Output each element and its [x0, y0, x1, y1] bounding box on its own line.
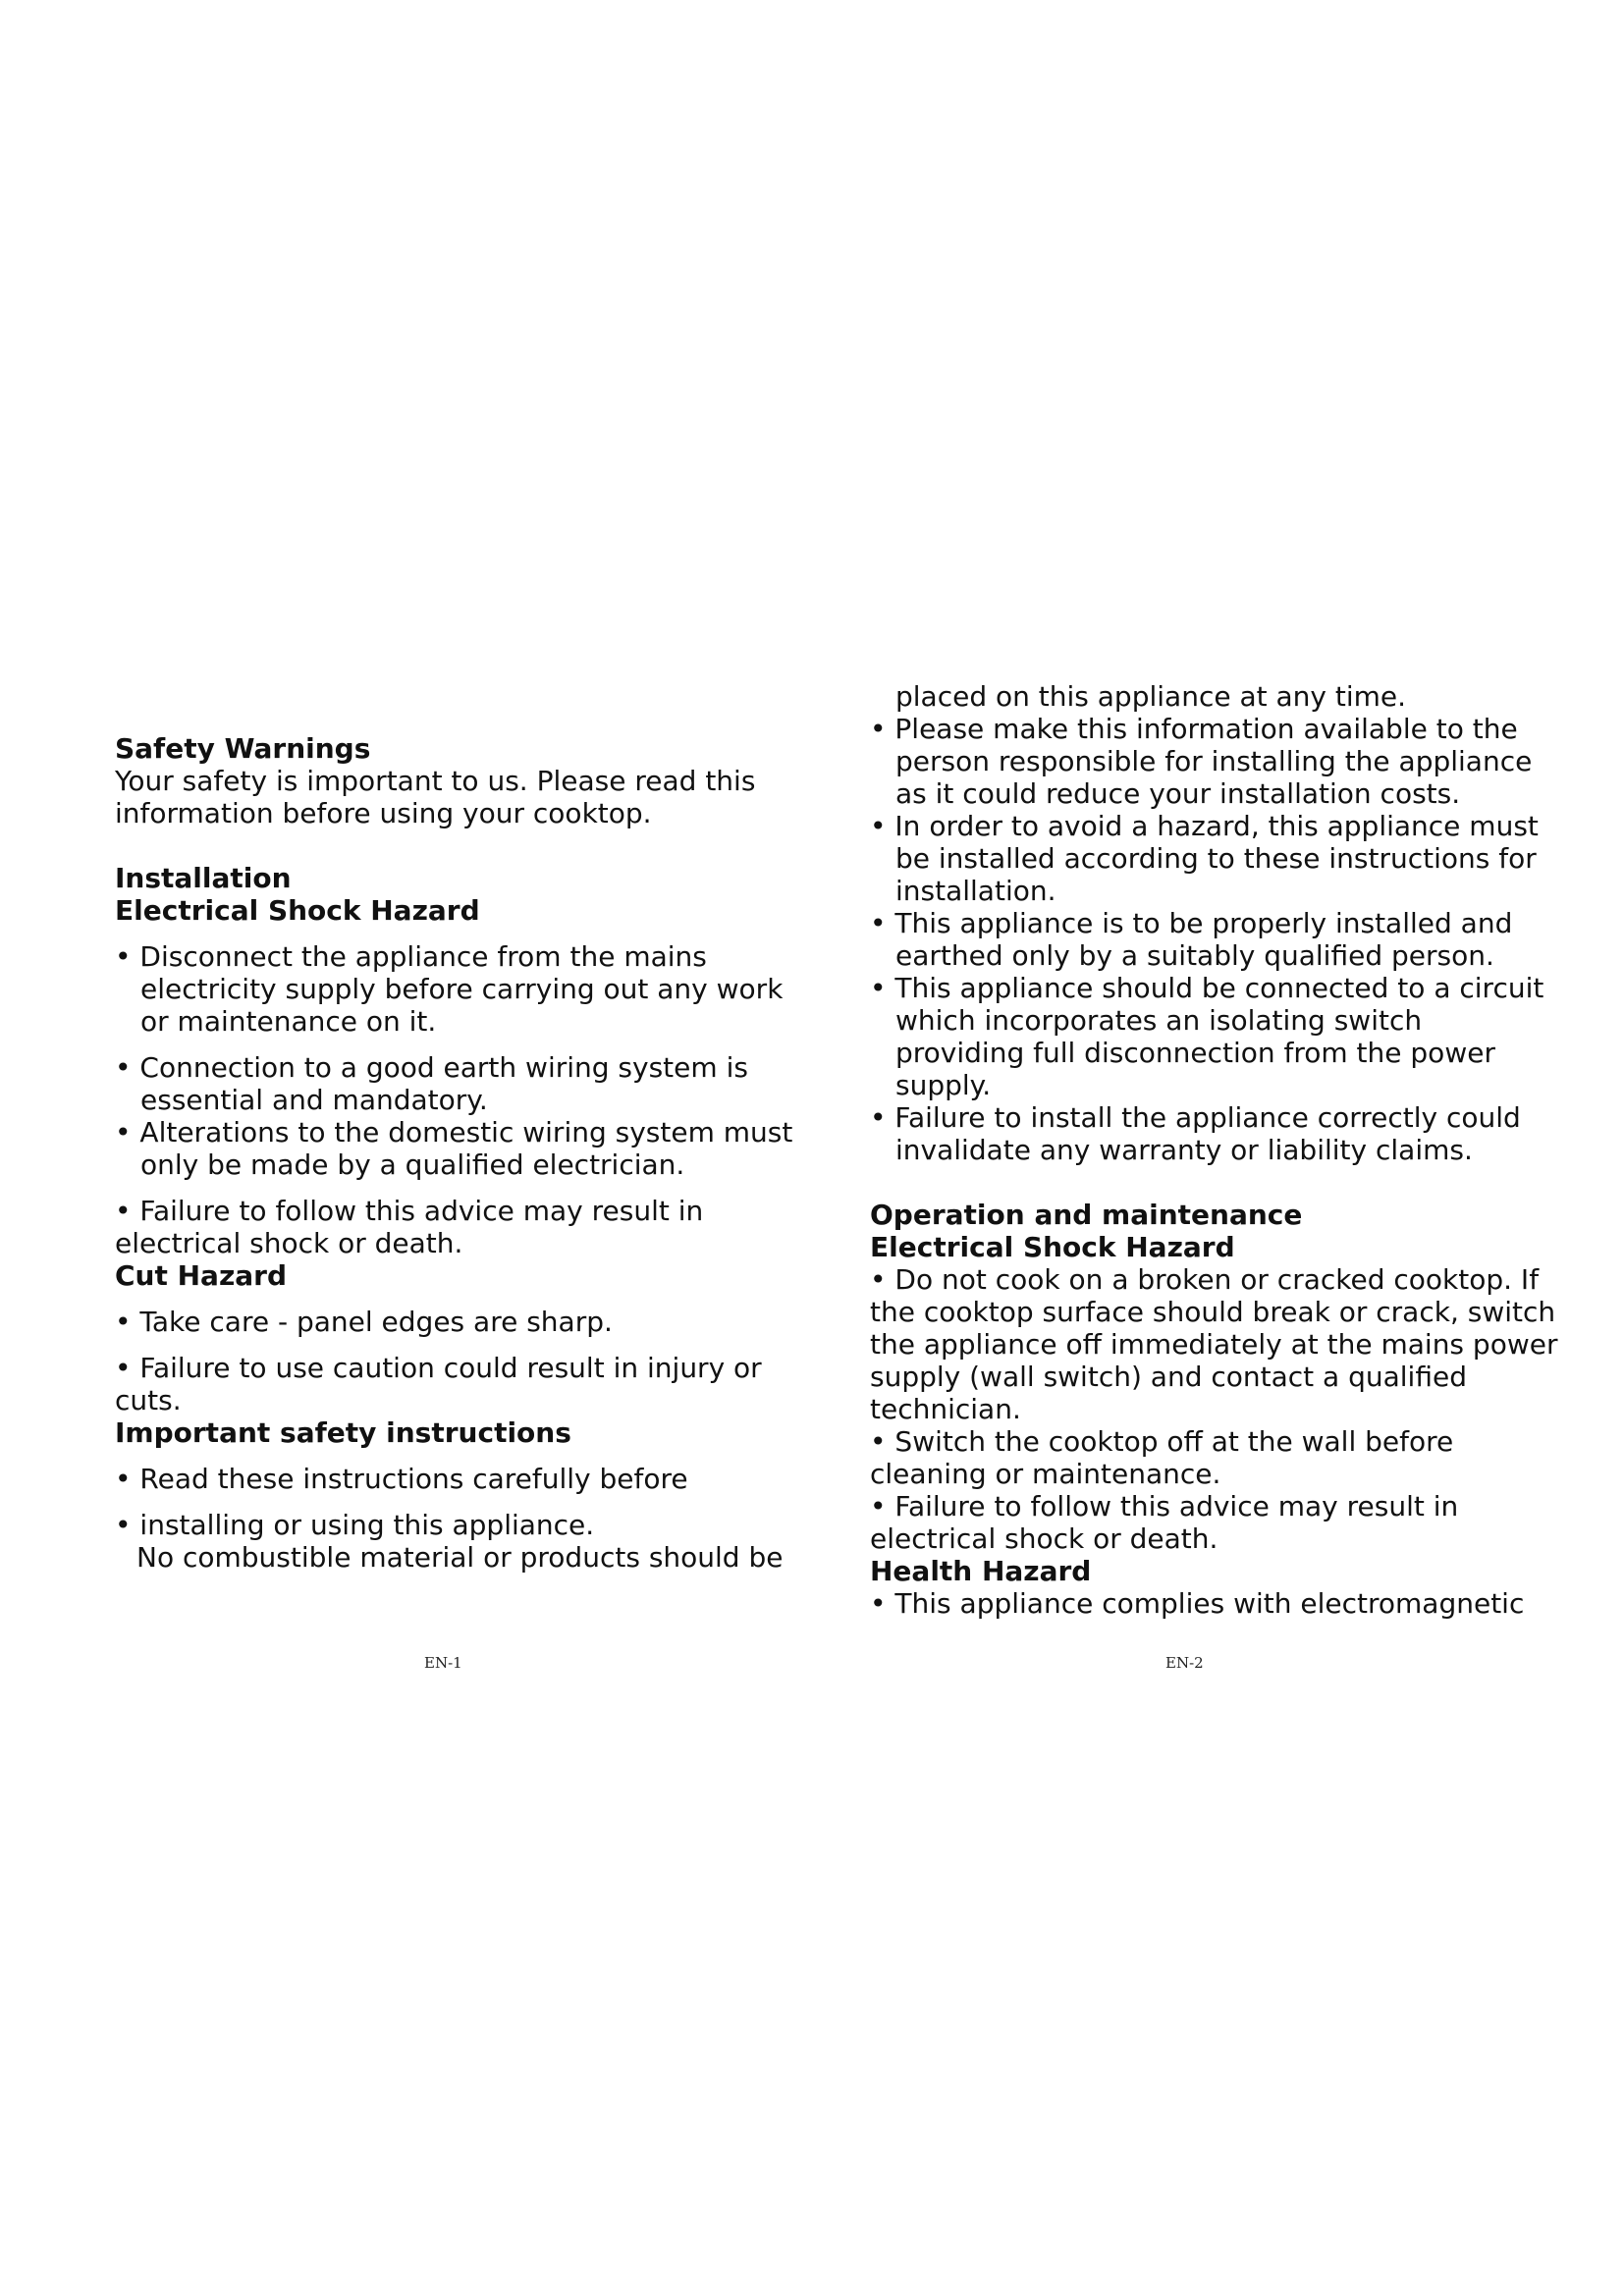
bullet-line: cuts.: [115, 1384, 182, 1416]
bullet-line: cleaning or maintenance.: [870, 1458, 1221, 1490]
bullet-line: • Connection to a good earth wiring system is: [115, 1051, 748, 1084]
bullet-line: • Failure to install the appliance correctly could: [870, 1101, 1521, 1134]
bullet-line: only be made by a qualified electrician.: [140, 1148, 685, 1181]
page-number-left: EN-1: [424, 1654, 462, 1672]
bullet-line: essential and mandatory.: [140, 1084, 488, 1116]
bullet-line: • Failure to use caution could result in injury or: [115, 1352, 762, 1384]
bullet-switch-off: [870, 1425, 1557, 1490]
bullet-line: invalidate any warranty or liability claims.: [895, 1134, 1473, 1166]
bullet-line: • Alterations to the domestic wiring system must: [115, 1116, 793, 1148]
bullet-warranty: [870, 1101, 1557, 1166]
bullet-caution: [115, 1352, 802, 1416]
health-hazard-heading: Health Hazard: [870, 1555, 1092, 1587]
bullet-line: • Please make this information available to the: [870, 713, 1518, 745]
safety-intro-line-2: information before using your cooktop.: [115, 797, 652, 829]
bullet-failure-advice-2: [870, 1490, 1557, 1555]
left-column: [115, 732, 802, 1574]
safety-warnings-heading: Safety Warnings: [115, 732, 371, 765]
bullet-electromagnetic: • This appliance complies with electromagnetic: [870, 1587, 1525, 1620]
bullet-isolating-switch: [870, 972, 1557, 1101]
continued-line: placed on this appliance at any time.: [895, 680, 1407, 713]
bullet-line: the appliance off immediately at the mains power: [870, 1328, 1558, 1361]
electrical-shock-heading-2: Electrical Shock Hazard: [870, 1231, 1235, 1263]
bullet-line: • Disconnect the appliance from the mains: [115, 940, 707, 973]
bullet-line: person responsible for installing the appliance: [895, 745, 1533, 777]
bullet-line: • Switch the cooktop off at the wall before: [870, 1425, 1454, 1458]
bullet-line: be installed according to these instructions for: [895, 842, 1537, 875]
bullet-line: electrical shock or death.: [870, 1522, 1218, 1555]
bullet-line: electrical shock or death.: [115, 1227, 463, 1259]
bullet-line: • This appliance is to be properly installed and: [870, 907, 1513, 939]
safety-intro-line-1: Your safety is important to us. Please read this: [115, 765, 756, 797]
bullet-line: which incorporates an isolating switch: [895, 1004, 1423, 1037]
bullet-failure-advice: [115, 1195, 802, 1259]
operation-maintenance-heading: Operation and maintenance: [870, 1199, 1303, 1231]
bullet-installing: [115, 1509, 802, 1574]
bullet-line: • installing or using this appliance.: [115, 1509, 595, 1541]
bullet-line: • In order to avoid a hazard, this appliance must: [870, 810, 1539, 842]
bullet-line: electricity supply before carrying out any work: [140, 973, 784, 1005]
important-safety-heading: Important safety instructions: [115, 1416, 571, 1449]
bullet-disconnect: [115, 940, 802, 1038]
bullet-line: • This appliance should be connected to a circuit: [870, 972, 1544, 1004]
bullet-line: • Do not cook on a broken or cracked cooktop. If: [870, 1263, 1540, 1296]
bullet-earth-wiring: [115, 1051, 802, 1116]
bullet-line: technician.: [870, 1393, 1021, 1425]
bullet-line: or maintenance on it.: [140, 1005, 437, 1038]
cut-hazard-heading: Cut Hazard: [115, 1259, 287, 1292]
bullet-avoid-hazard: [870, 810, 1557, 907]
bullet-line: supply.: [895, 1069, 992, 1101]
bullet-properly-installed: [870, 907, 1557, 972]
bullet-line: the cooktop surface should break or crack, switch: [870, 1296, 1556, 1328]
bullet-line: providing full disconnection from the power: [895, 1037, 1495, 1069]
bullet-line: No combustible material or products should be: [136, 1541, 784, 1574]
bullet-line: earthed only by a suitably qualified person.: [895, 939, 1494, 972]
bullet-panel-edges: • Take care - panel edges are sharp.: [115, 1306, 613, 1338]
bullet-line: supply (wall switch) and contact a qualified: [870, 1361, 1467, 1393]
page-number-right: EN-2: [1165, 1654, 1204, 1672]
bullet-broken-cooktop: [870, 1263, 1557, 1425]
right-column: [870, 680, 1557, 1620]
installation-heading: Installation: [115, 862, 292, 894]
bullet-read-instructions: • Read these instructions carefully before: [115, 1463, 688, 1495]
bullet-make-available: [870, 713, 1557, 810]
bullet-line: • Failure to follow this advice may result in: [115, 1195, 704, 1227]
electrical-shock-heading: Electrical Shock Hazard: [115, 894, 480, 927]
bullet-alterations: [115, 1116, 802, 1181]
bullet-line: installation.: [895, 875, 1056, 907]
bullet-line: as it could reduce your installation costs.: [895, 777, 1461, 810]
bullet-line: • Failure to follow this advice may result in: [870, 1490, 1459, 1522]
